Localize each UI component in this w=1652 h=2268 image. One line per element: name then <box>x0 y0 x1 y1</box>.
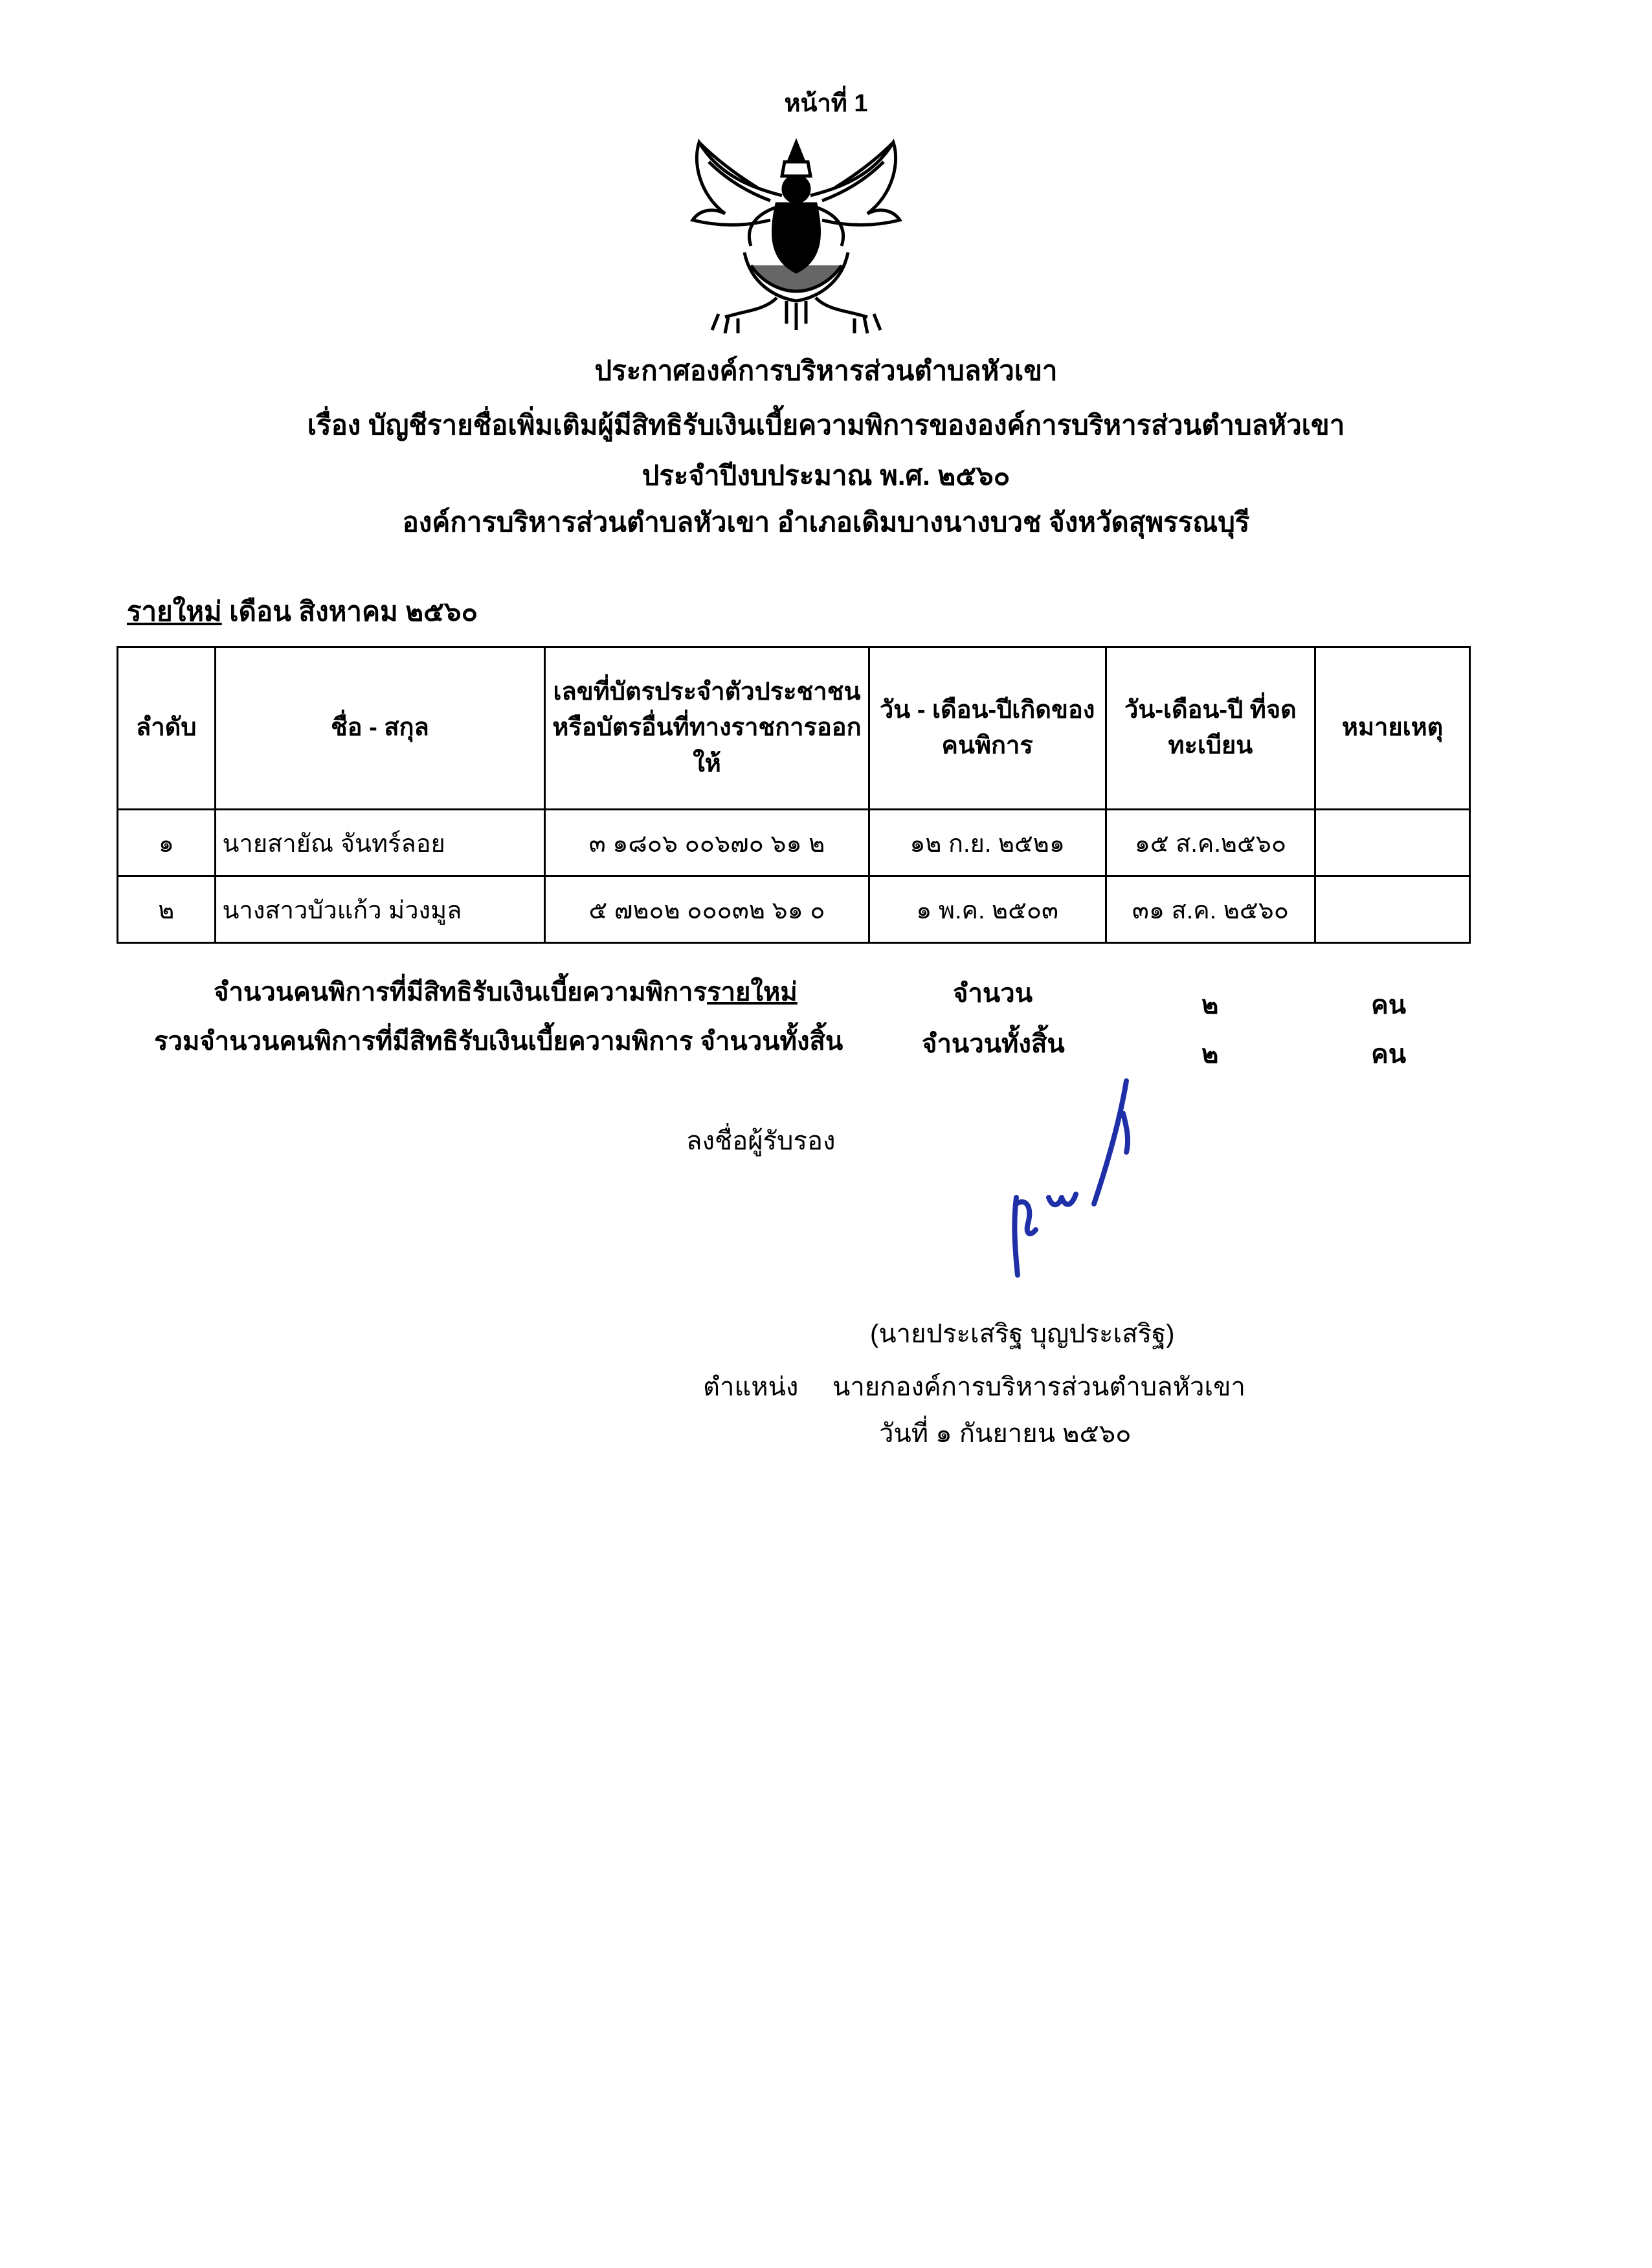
header-no: ลำดับ <box>118 647 216 810</box>
header-registration-date: วัน-เดือน-ปี ที่จดทะเบียน <box>1106 647 1315 810</box>
table-row <box>118 876 1470 943</box>
cell-no: ๑ <box>118 810 216 876</box>
handwritten-signature <box>997 1068 1165 1288</box>
summary-new-count-word: จำนวน <box>953 979 1033 1008</box>
section-label-new: รายใหม่ <box>127 596 222 627</box>
cell-id-card: ๕ ๗๒๐๒ ๐๐๐๓๒ ๖๑ ๐ <box>545 876 869 943</box>
garuda-emblem <box>673 136 919 337</box>
summary-new-unit: คน <box>1371 991 1407 1019</box>
cell-registration-date: ๑๕ ส.ค.๒๕๖๐ <box>1106 810 1315 876</box>
cell-no: ๒ <box>118 876 216 943</box>
cell-name: นายสายัณ จันทร์ลอย <box>215 810 545 876</box>
cell-id-card: ๓ ๑๘๐๖ ๐๐๖๗๐ ๖๑ ๒ <box>545 810 869 876</box>
summary-total-unit: คน <box>1371 1040 1407 1069</box>
beneficiary-table <box>117 646 1471 944</box>
organization-location: องค์การบริหารส่วนตำบลหัวเขา อำเภอเดิมบางนางบวช จังหวัดสุพรรณบุรี <box>402 507 1250 537</box>
table-header-row <box>118 647 1470 810</box>
summary-new-label <box>214 971 798 1012</box>
cell-remark <box>1315 876 1470 943</box>
cell-registration-date: ๓๑ ส.ค. ๒๕๖๐ <box>1106 876 1315 943</box>
page-number: หน้าที่ 1 <box>784 90 868 117</box>
announcement-title: ประกาศองค์การบริหารส่วนตำบลหัวเขา <box>594 355 1058 386</box>
summary-new-label-prefix: จำนวนคนพิการที่มีสิทธิรับเงินเบี้ยความพิการ <box>214 978 708 1006</box>
section-label-month: เดือน สิงหาคม ๒๕๖๐ <box>221 596 478 627</box>
summary-total-label: รวมจำนวนคนพิการที่มีสิทธิรับเงินเบี้ยความพิการ จำนวนทั้งสิ้น <box>154 1027 843 1056</box>
summary-new-count: ๒ <box>1201 991 1219 1019</box>
header-remark: หมายเหตุ <box>1315 647 1470 810</box>
header-id-card: เลขที่บัตรประจำตัวประชาชนหรือบัตรอื่นที่ทางราชการออกให้ <box>545 647 869 810</box>
signer-name: (นายประเสริฐ บุญประเสริฐ) <box>870 1320 1175 1348</box>
cell-name: นางสาวบัวแก้ว ม่วงมูล <box>215 876 545 943</box>
cell-birth-date: ๑๒ ก.ย. ๒๕๒๑ <box>869 810 1106 876</box>
header-name: ชื่อ - สกุล <box>215 647 545 810</box>
summary-total-count-word: จำนวนทั้งสิ้น <box>922 1030 1065 1058</box>
announcement-subject: เรื่อง บัญชีรายชื่อเพิ่มเติมผู้มีสิทธิรับเงินเบี้ยความพิการขององค์การบริหารส่วนตำบลหัวเขา <box>307 410 1345 440</box>
signer-position: นายกองค์การบริหารส่วนตำบลหัวเขา <box>832 1373 1245 1401</box>
signature-date: วันที่ ๑ กันยายน ๒๕๖๐ <box>879 1419 1132 1448</box>
summary-new-label-underlined: รายใหม่ <box>707 978 798 1006</box>
certifier-signature-label: ลงชื่อผู้รับรอง <box>686 1127 836 1155</box>
section-label <box>127 590 478 633</box>
fiscal-year: ประจำปีงบประมาณ พ.ศ. ๒๕๖๐ <box>642 460 1010 491</box>
signer-position-label: ตำแหน่ง <box>703 1373 799 1401</box>
cell-birth-date: ๑ พ.ค. ๒๕๐๓ <box>869 876 1106 943</box>
header-birth-date: วัน - เดือน-ปีเกิดของคนพิการ <box>869 647 1106 810</box>
table-row <box>118 810 1470 876</box>
summary-total-count: ๒ <box>1201 1040 1219 1069</box>
cell-remark <box>1315 810 1470 876</box>
